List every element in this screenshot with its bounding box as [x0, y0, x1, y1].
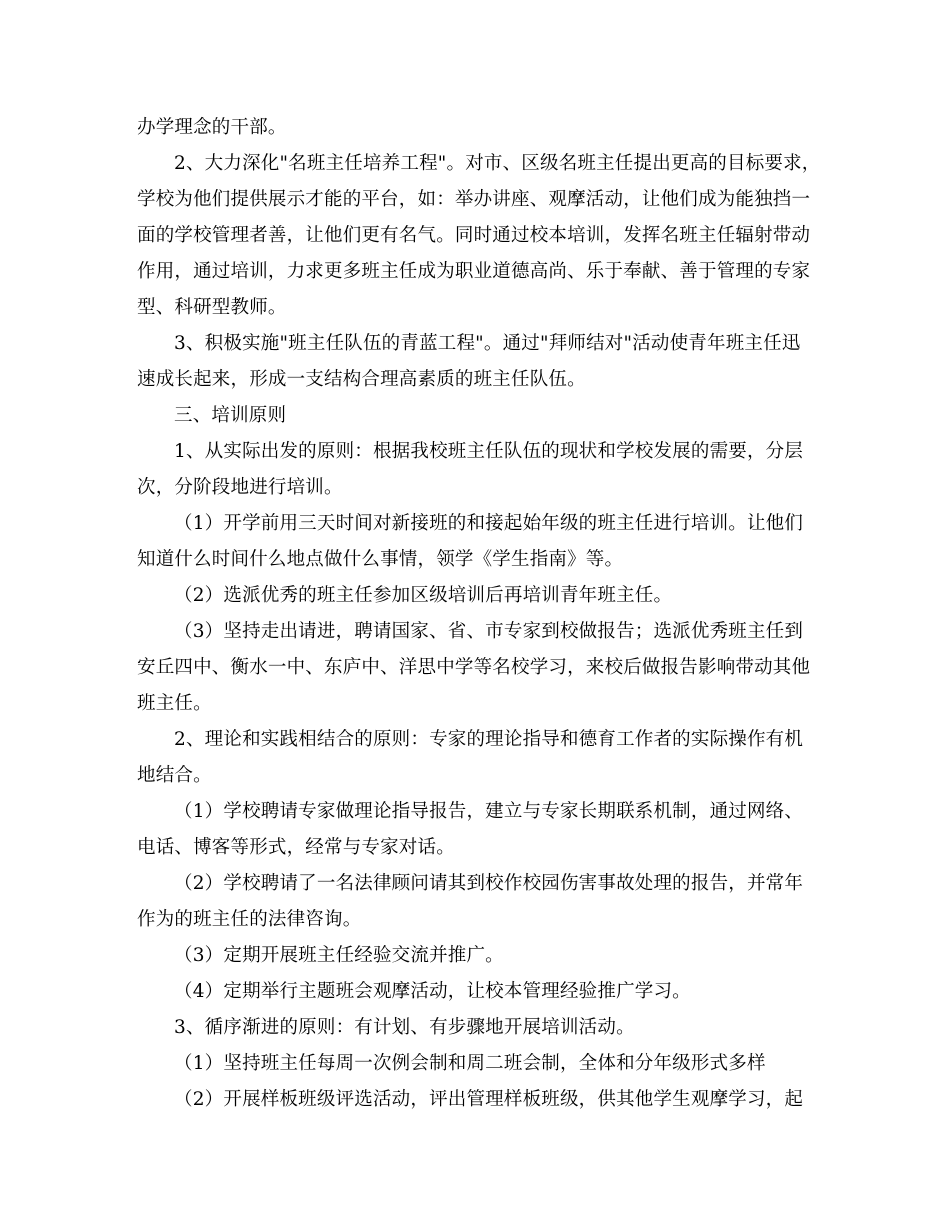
text-line: 次，分阶段地进行培训。: [137, 477, 343, 498]
text-line: （2）开展样板班级评选活动，评出管理样板班级，供其他学生观摩学习，起: [174, 1089, 804, 1110]
text-line: 电话、博客等形式，经常与专家对话。: [137, 837, 455, 858]
text-line: 作为的班主任的法律咨询。: [137, 909, 362, 930]
text-line: 面的学校管理者善，让他们更有名气。同时通过校本培训，发挥名班主任辐射带动: [137, 225, 811, 246]
text-line: 3、循序渐进的原则：有计划、有步骤地开展培训活动。: [174, 1017, 635, 1038]
text-line: 1、从实际出发的原则：根据我校班主任队伍的现状和学校发展的需要，分层: [174, 441, 804, 462]
text-line: 速成长起来，形成一支结构合理高素质的班主任队伍。: [137, 369, 586, 390]
text-line: 安丘四中、衡水一中、东庐中、洋思中学等名校学习，来校后做报告影响带动其他: [137, 657, 811, 678]
text-line: 学校为他们提供展示才能的平台，如：举办讲座、观摩活动，让他们成为能独挡一: [137, 189, 811, 210]
text-line: 2、大力深化"名班主任培养工程"。对市、区级名班主任提出更高的目标要求，: [174, 153, 821, 174]
text-line: 2、理论和实践相结合的原则：专家的理论指导和德育工作者的实际操作有机: [174, 729, 804, 750]
text-line: （1）开学前用三天时间对新接班的和接起始年级的班主任进行培训。让他们: [174, 513, 804, 534]
section-heading: 三、培训原则: [174, 405, 287, 426]
text-line: （3）定期开展班主任经验交流并推广。: [174, 945, 504, 966]
text-line: 型、科研型教师。: [137, 297, 287, 318]
text-line: （1）学校聘请专家做理论指导报告，建立与专家长期联系机制，通过网络、: [174, 801, 804, 822]
text-line: （4）定期举行主题班会观摩活动，让校本管理经验推广学习。: [174, 981, 691, 1002]
text-line: （1）坚持班主任每周一次例会制和周二班会制，全体和分年级形式多样: [174, 1053, 766, 1074]
text-line: 知道什么时间什么地点做什么事情，领学《学生指南》等。: [137, 549, 624, 570]
text-line: 班主任。: [137, 693, 212, 714]
text-line: 办学理念的干部。: [137, 117, 287, 138]
text-line: 地结合。: [137, 765, 212, 786]
text-line: （3）坚持走出请进，聘请国家、省、市专家到校做报告；选派优秀班主任到: [174, 621, 804, 642]
text-line: （2）选派优秀的班主任参加区级培训后再培训青年班主任。: [174, 585, 673, 606]
text-line: 3、积极实施"班主任队伍的青蓝工程"。通过"拜师结对"活动使青年班主任迅: [174, 333, 801, 354]
text-line: 作用，通过培训，力求更多班主任成为职业道德高尚、乐于奉献、善于管理的专家: [137, 261, 811, 282]
text-line: （2）学校聘请了一名法律顾问请其到校作校园伤害事故处理的报告，并常年: [174, 873, 804, 894]
